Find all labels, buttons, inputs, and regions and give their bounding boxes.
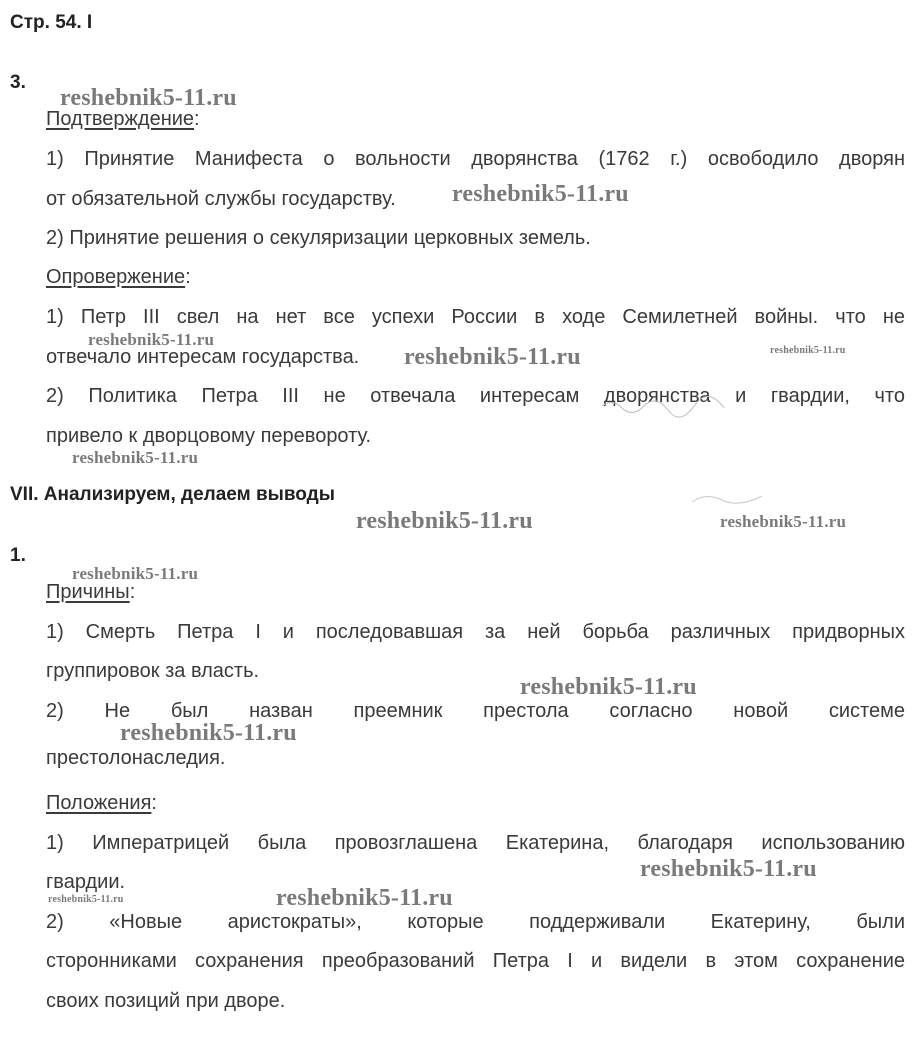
watermark: reshebnik5-11.ru [60,85,237,111]
task1-positions-heading [46,792,157,815]
watermark: reshebnik5-11.ru [520,674,697,700]
task1-positions-1a: 1) Императрицей была провозглашена Екатерина, благодаря использованию [46,832,905,854]
task1-causes-title: Причины [46,581,130,603]
task1-positions-2c: своих позиций при дворе. [46,990,286,1012]
task3-confirm-1b: от обязательной службы государству. [46,188,396,210]
task3-confirm-title: Подтверждение [46,108,195,130]
watermark: reshebnik5-11.ru [48,894,124,905]
watermark: reshebnik5-11.ru [720,512,847,531]
task1-positions-colon: : [151,792,157,814]
task3-confirm-1a: 1) Принятие Манифеста о вольности дворянства (1762 г.) освободило дворян [46,148,905,170]
task3-refute-2b: привело к дворцовому перевороту. [46,425,372,447]
watermark: reshebnik5-11.ru [356,508,533,534]
task1-causes-heading [46,581,135,604]
watermark: reshebnik5-11.ru [88,330,215,349]
task1-positions-1b: гвардии. [46,871,126,893]
task1-causes-2a: 2) Не был назван преемник престола согласно новой системе [46,700,905,722]
watermark: reshebnik5-11.ru [452,181,629,207]
page-header: Стр. 54. I [10,12,93,33]
task1-causes-1a: 1) Смерть Петра I и последовавшая за ней борьба различных придворных [46,621,905,643]
task1-causes-1b: группировок за власть. [46,660,260,682]
task3-confirm-2: 2) Принятие решения о секуляризации церковных земель. [46,227,591,249]
watermark: reshebnik5-11.ru [72,448,199,467]
task3-refute-1a: 1) Петр III свел на нет все успехи России в ходе Семилетней войны. что не [46,306,905,328]
task1-positions-2a: 2) «Новые аристократы», которые поддерживали Екатерину, были [46,911,905,933]
task3-number: 3. [10,72,26,93]
task1-number: 1. [10,545,26,566]
scribble-mark [598,392,738,418]
watermark: reshebnik5-11.ru [276,885,453,911]
watermark: reshebnik5-11.ru [72,564,199,583]
watermark: reshebnik5-11.ru [120,720,297,746]
task3-refute-title: Опровержение [46,266,186,288]
task1-positions-2b: сторонниками сохранения преобразований Петра I и видели в этом сохранение [46,950,905,972]
task1-causes-2b: престолонаследия. [46,747,226,769]
task3-refute-2a: 2) Политика Петра III не отвечала интересам дворянства и гвардии, что [46,385,905,407]
watermark: reshebnik5-11.ru [404,344,581,370]
watermark: reshebnik5-11.ru [640,856,817,882]
section7-title: VII. Анализируем, делаем выводы [10,484,335,505]
task3-confirm-colon: : [194,108,200,130]
task3-refute-heading [46,266,191,289]
task3-refute-colon: : [185,266,191,288]
scribble-mark [690,490,770,510]
task1-causes-colon: : [129,581,136,603]
watermark: reshebnik5-11.ru [770,345,846,356]
task3-refute-1b: отвечало интересам государства. [46,346,360,368]
task1-positions-title: Положения [46,792,152,814]
